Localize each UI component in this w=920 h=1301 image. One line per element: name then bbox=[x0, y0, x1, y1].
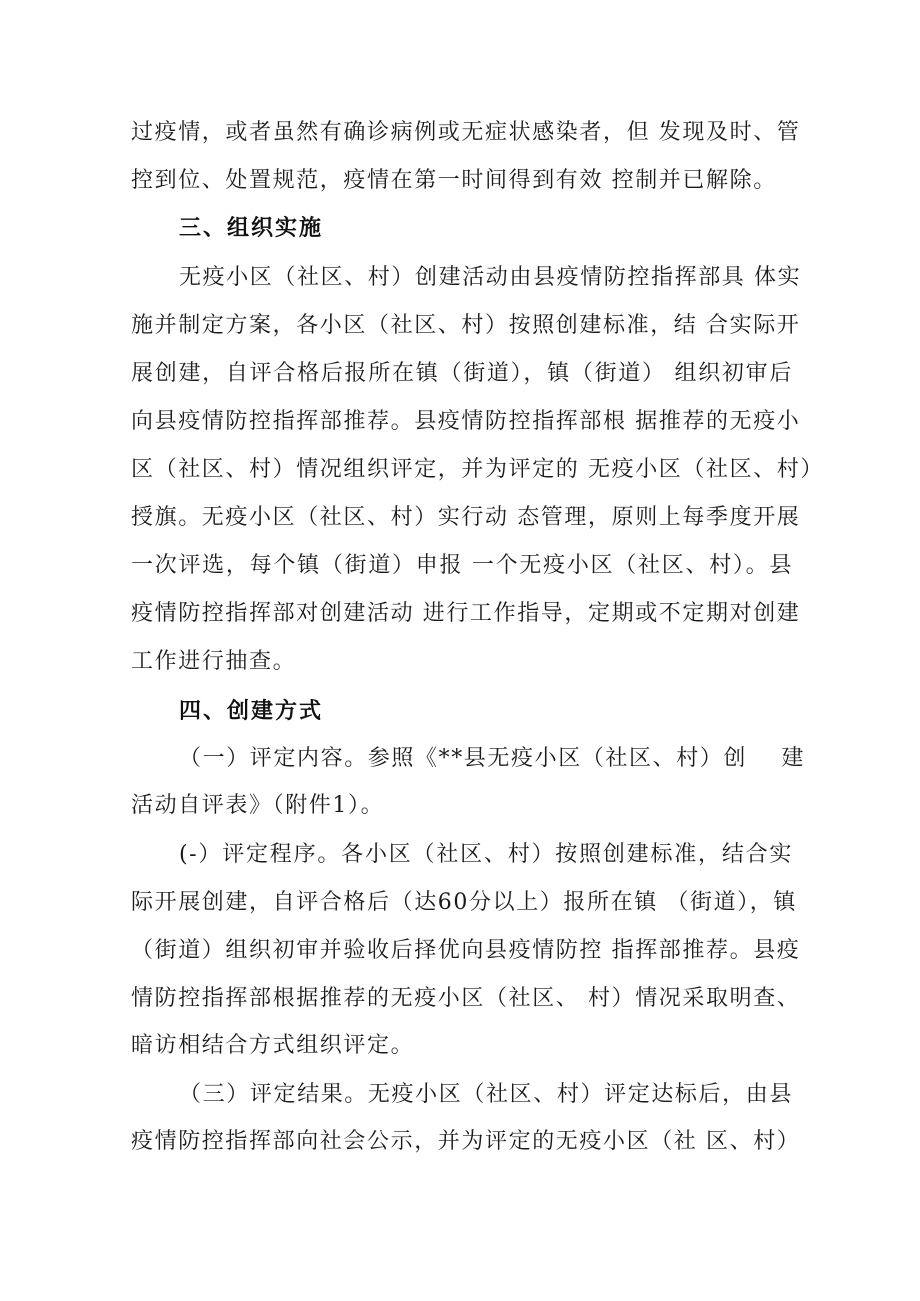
paragraph-line: 展创建，自评合格后报所在镇（街道），镇（街道） 组织初审后 bbox=[131, 361, 793, 386]
paragraph-line: 一次评选，每个镇（街道）申报 一个无疫小区（社区、村）。县 bbox=[131, 553, 793, 578]
paragraph-line: 际开展创建，自评合格后（达60分以上）报所在镇 （街道），镇 bbox=[131, 890, 797, 915]
paragraph-line: （街道）组织初审并验收后择优向县疫情防控 指挥部推荐。县疫 bbox=[131, 938, 801, 963]
paragraph-line: 控到位、处置规范，疫情在第一时间得到有效 控制并已解除。 bbox=[131, 168, 777, 193]
paragraph-line: 疫情防控指挥部向社会公示，并为评定的无疫小区（社 区、村） bbox=[131, 1129, 801, 1154]
paragraph-line: 情防控指挥部根据推荐的无疫小区（社区、 村）情况采取明查、 bbox=[131, 986, 801, 1011]
paragraph-line: 无疫小区（社区、村）创建活动由县疫情防控指挥部具 体实 bbox=[179, 265, 802, 290]
paragraph-line: (-）评定程序。各小区（社区、村）按照创建标准，结合实 bbox=[179, 842, 793, 867]
section-heading-creation-method: 四、创建方式 bbox=[179, 699, 324, 724]
paragraph-line: 授旗。无疫小区（社区、村）实行动 态管理，原则上每季度开展 bbox=[131, 505, 801, 530]
paragraph-line: 区（社区、村）情况组织评定，并为评定的 无疫小区（社区、村） bbox=[131, 457, 824, 482]
paragraph-line: 暗访相结合方式组织评定。 bbox=[131, 1033, 415, 1058]
section-heading-implementation: 三、组织实施 bbox=[179, 216, 324, 241]
paragraph-line: 活动自评表》（附件1）。 bbox=[131, 793, 385, 818]
paragraph-line: 疫情防控指挥部对创建活动 进行工作指导，定期或不定期对创建 bbox=[131, 601, 801, 626]
paragraph-line: （一）评定内容。参照《**县无疫小区（社区、村）创 建 bbox=[179, 746, 805, 771]
paragraph-line: 过疫情，或者虽然有确诊病例或无症状感染者，但 发现及时、管 bbox=[131, 120, 801, 145]
paragraph-line: （三）评定结果。无疫小区（社区、村）评定达标后，由县 bbox=[179, 1082, 793, 1107]
paragraph-line: 向县疫情防控指挥部推荐。县疫情防控指挥部根 据推荐的无疫小 bbox=[131, 409, 801, 434]
paragraph-line: 工作进行抽查。 bbox=[131, 649, 297, 674]
paragraph-line: 施并制定方案，各小区（社区、村）按照创建标准，结 合实际开 bbox=[131, 313, 801, 338]
